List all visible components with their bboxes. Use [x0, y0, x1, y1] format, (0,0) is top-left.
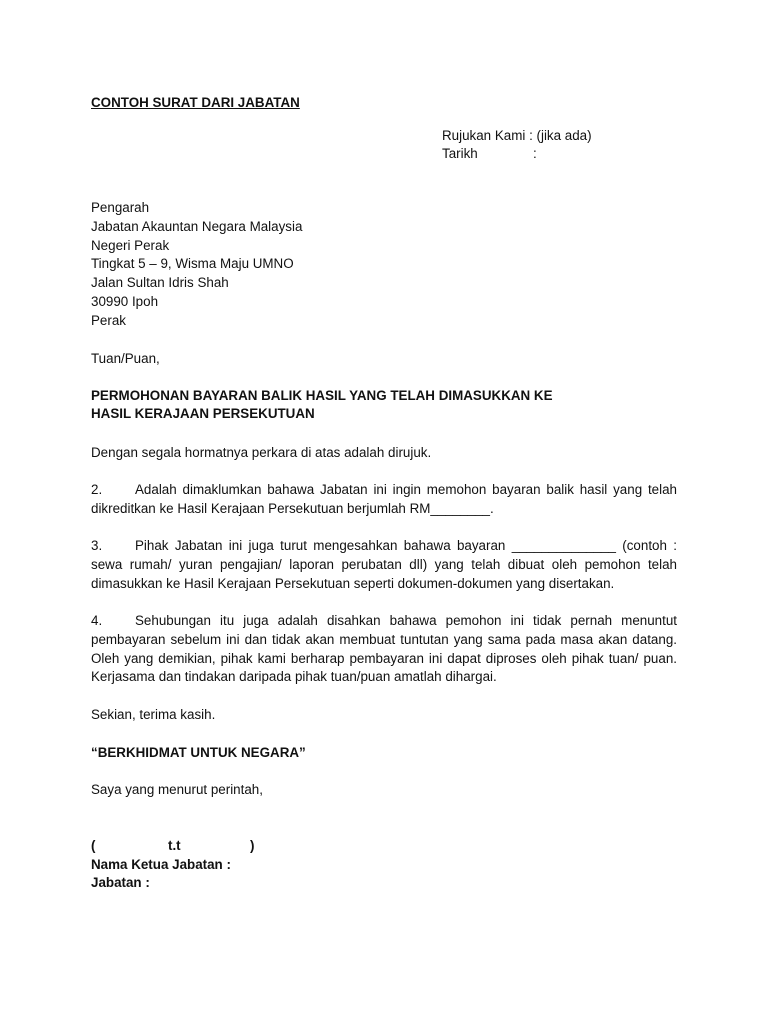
salutation: Tuan/Puan, — [91, 351, 160, 366]
paragraph-number: 2. — [91, 482, 103, 497]
recipient-address — [91, 199, 302, 331]
signature-open-paren: ( — [91, 838, 96, 853]
address-line: Pengarah — [91, 200, 150, 215]
department-head-name-label: Nama Ketua Jabatan : — [91, 857, 231, 872]
signature-close-paren: ) — [250, 838, 255, 853]
reference-label: Rujukan Kami : (jika ada) — [442, 128, 592, 143]
subject-line-1: PERMOHONAN BAYARAN BALIK HASIL YANG TELAH DIMASUKKAN KE — [91, 388, 553, 403]
address-line: Perak — [91, 312, 126, 328]
address-line: Negeri Perak — [91, 237, 170, 253]
address-line: Jalan Sultan Idris Shah — [91, 275, 229, 291]
paragraph-text: Adalah dimaklumkan bahawa Jabatan ini ingin memohon bayaran balik hasil yang telah dikreditkan ke Hasil Kerajaan Persekutuan berjumlah RM________. — [91, 482, 677, 516]
opening-sentence: Dengan segala hormatnya perkara di atas adalah dirujuk. — [91, 445, 432, 460]
address-line: Jabatan Akauntan Negara Malaysia — [91, 218, 303, 234]
paragraph-3 — [91, 537, 677, 593]
paragraph-4 — [91, 612, 677, 687]
department-label: Jabatan : — [91, 875, 150, 890]
sign-off: Saya yang menurut perintah, — [91, 782, 263, 797]
address-line: Tingkat 5 – 9, Wisma Maju UMNO — [91, 256, 294, 272]
motto: “BERKHIDMAT UNTUK NEGARA” — [91, 745, 306, 760]
paragraph-2 — [91, 481, 677, 519]
paragraph-number: 4. — [91, 613, 103, 628]
closing-line: Sekian, terima kasih. — [91, 707, 216, 722]
date-label: Tarikh — [442, 146, 478, 161]
address-line: 30990 Ipoh — [91, 293, 159, 309]
date-colon: : — [533, 146, 537, 161]
paragraph-number: 3. — [91, 538, 103, 553]
paragraph-text: Pihak Jabatan ini juga turut mengesahkan bahawa bayaran ______________ (contoh : sewa rumah/ yuran pengajian/ laporan perubatan dll) yang telah dibuat oleh pemohon telah dimasukkan ke Hasil Kerajaan Persekutuan seperti dokumen-dokumen yang disertakan. — [91, 538, 677, 591]
paragraph-text: Sehubungan itu juga adalah disahkan bahawa pemohon ini tidak pernah menuntut pembayaran sebelum ini dan tidak akan membuat tuntutan yang sama pada masa akan datang. Oleh yang demikian, pihak kami berharap pembayaran ini dapat diproses oleh pihak tuan/ puan. Kerjasama dan tindakan daripada pihak tuan/puan amatlah dihargai. — [91, 613, 677, 685]
subject-line-2: HASIL KERAJAAN PERSEKUTUAN — [91, 406, 315, 421]
signature-tt: t.t — [168, 838, 181, 853]
document-title: CONTOH SURAT DARI JABATAN — [91, 95, 300, 110]
